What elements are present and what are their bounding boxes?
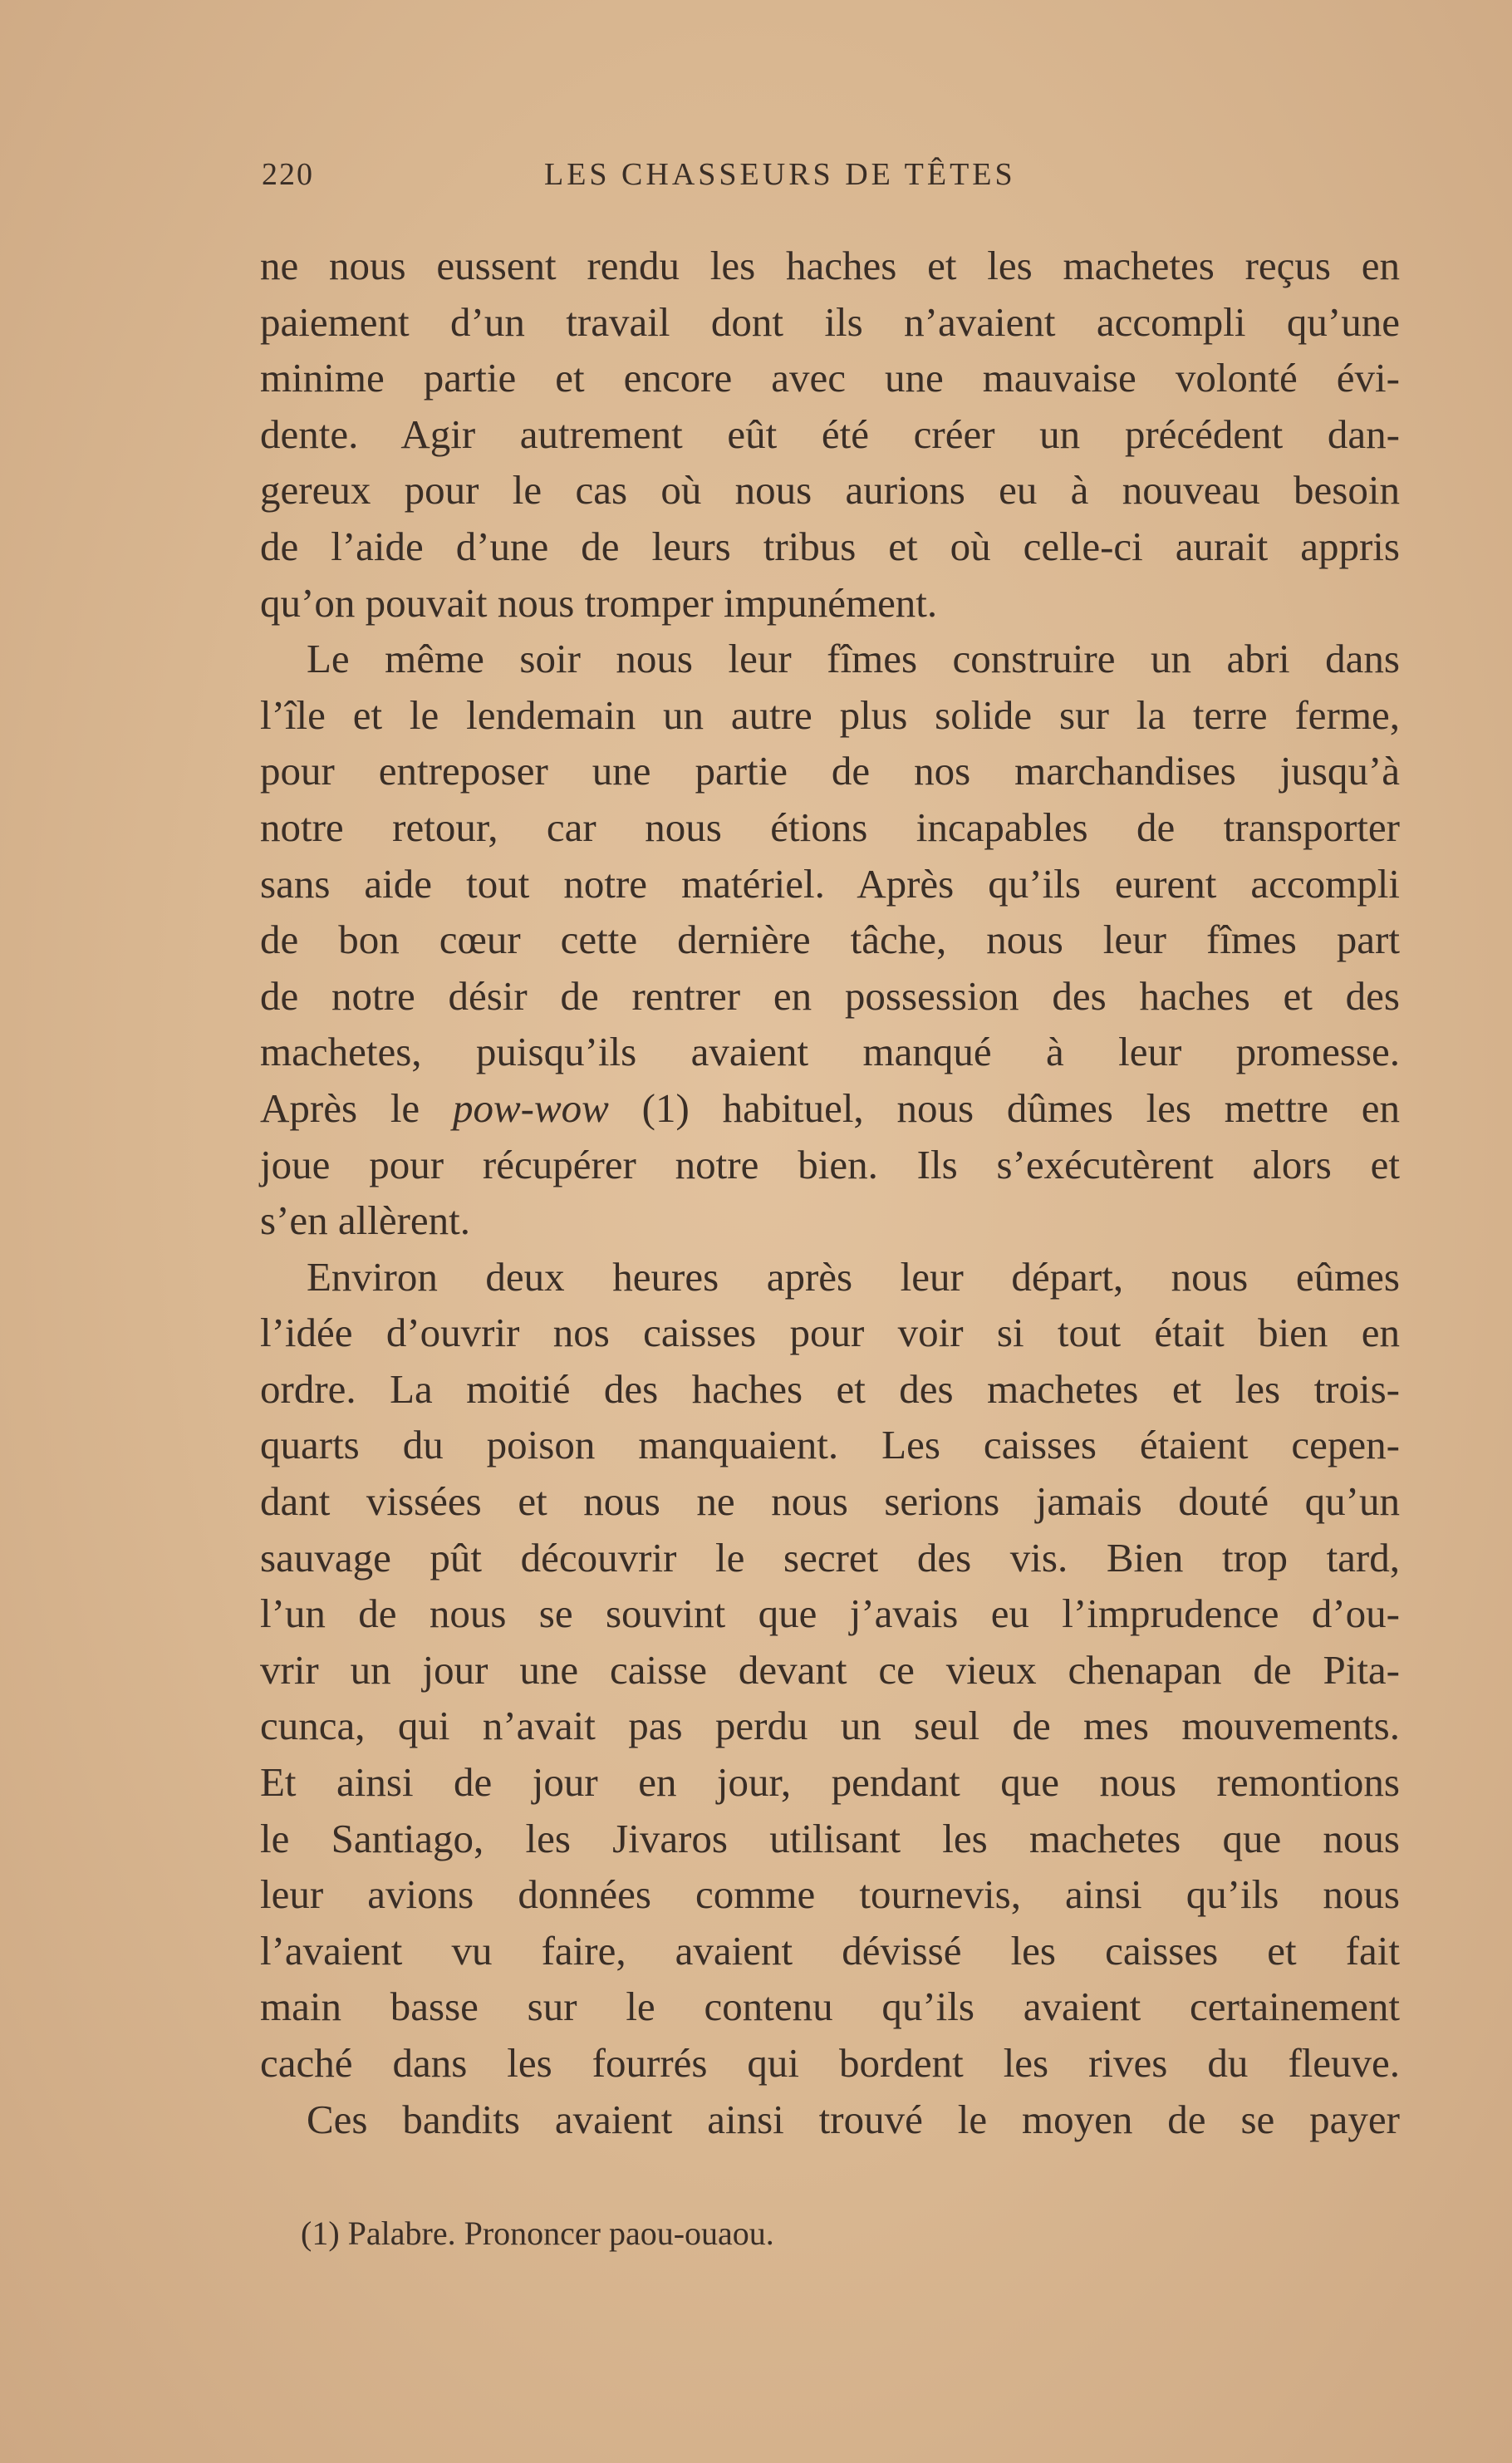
text-line: sans aide tout notre matériel. Après qu’ils eurent accompli [260,860,1400,907]
text-line: joue pour récupérer notre bien. Ils s’exécutèrent alors et [260,1141,1400,1187]
text-line: dant vissées et nous ne nous serions jamais douté qu’un [260,1478,1400,1525]
text-line: caché dans les fourrés qui bordent les rives du fleuve. [260,2040,1400,2086]
text-line: s’en allèrent. [260,1197,471,1244]
text-line: leur avions données comme tournevis, ainsi qu’ils nous [260,1871,1400,1918]
text-line: de bon cœur cette dernière tâche, nous leur fîmes part [260,917,1400,963]
text-line: qu’on pouvait nous tromper impunément. [260,579,938,626]
text-line: main basse sur le contenu qu’ils avaient certainement [260,1984,1400,2030]
text-line: vrir un jour une caisse devant ce vieux chenapan de Pita- [260,1646,1400,1693]
text-line: ne nous eussent rendu les haches et les machetes reçus en [260,243,1400,288]
text-line: le Santiago, les Jivaros utilisant les machetes que nous [260,1815,1400,1861]
text-line: gereux pour le cas où nous aurions eu à nouveau besoin [260,467,1400,514]
text-line: de l’aide d’une de leurs tribus et où celle-ci aurait appris [260,523,1400,569]
text-line: Après le pow-wow (1) habituel, nous dûmes les mettre en [260,1084,1400,1131]
text-line: Environ deux heures après leur départ, nous eûmes [307,1253,1400,1300]
text-line: Le même soir nous leur fîmes construire un abri dans [307,636,1400,682]
text-line: de notre désir de rentrer en possession des haches et des [260,972,1400,1019]
text-line: Et ainsi de jour en jour, pendant que nous remontions [260,1759,1400,1806]
page-header [262,156,1400,206]
text-line: cunca, qui n’avait pas perdu un seul de mes mouvements. [260,1703,1400,1749]
text-line: ordre. La moitié des haches et des machetes et les trois- [260,1365,1400,1412]
running-title: LES CHASSEURS DE TÊTES [544,157,1016,192]
footnote: (1) Palabre. Prononcer paou-ouaou. [301,2215,774,2252]
page-number: 220 [262,157,314,192]
text-line: l’île et le lendemain un autre plus solide sur la terre ferme, [260,691,1400,738]
text-line: l’un de nous se souvint que j’avais eu l’imprudence d’ou- [260,1590,1400,1637]
text-line: l’avaient vu faire, avaient dévissé les caisses et fait [260,1927,1400,1974]
text-line: dente. Agir autrement eût été créer un précédent dan- [260,410,1400,457]
text-line: notre retour, car nous étions incapables de transporter [260,804,1400,850]
text-line: machetes, puisqu’ils avaient manqué à leur promesse. [260,1029,1400,1075]
text-line: Ces bandits avaient ainsi trouvé le moyen de se payer [307,2096,1400,2142]
text-line: pour entreposer une partie de nos marchandises jusqu’à [260,748,1400,794]
text-line: sauvage pût découvrir le secret des vis. Bien trop tard, [260,1534,1400,1581]
text-line: l’idée d’ouvrir nos caisses pour voir si tout était bien en [260,1310,1400,1356]
body-text [260,238,1400,2147]
text-line: quarts du poison manquaient. Les caisses étaient cepen- [260,1422,1400,1468]
text-line: paiement d’un travail dont ils n’avaient accompli qu’une [260,298,1400,345]
text-line: minime partie et encore avec une mauvaise volonté évi- [260,355,1400,401]
